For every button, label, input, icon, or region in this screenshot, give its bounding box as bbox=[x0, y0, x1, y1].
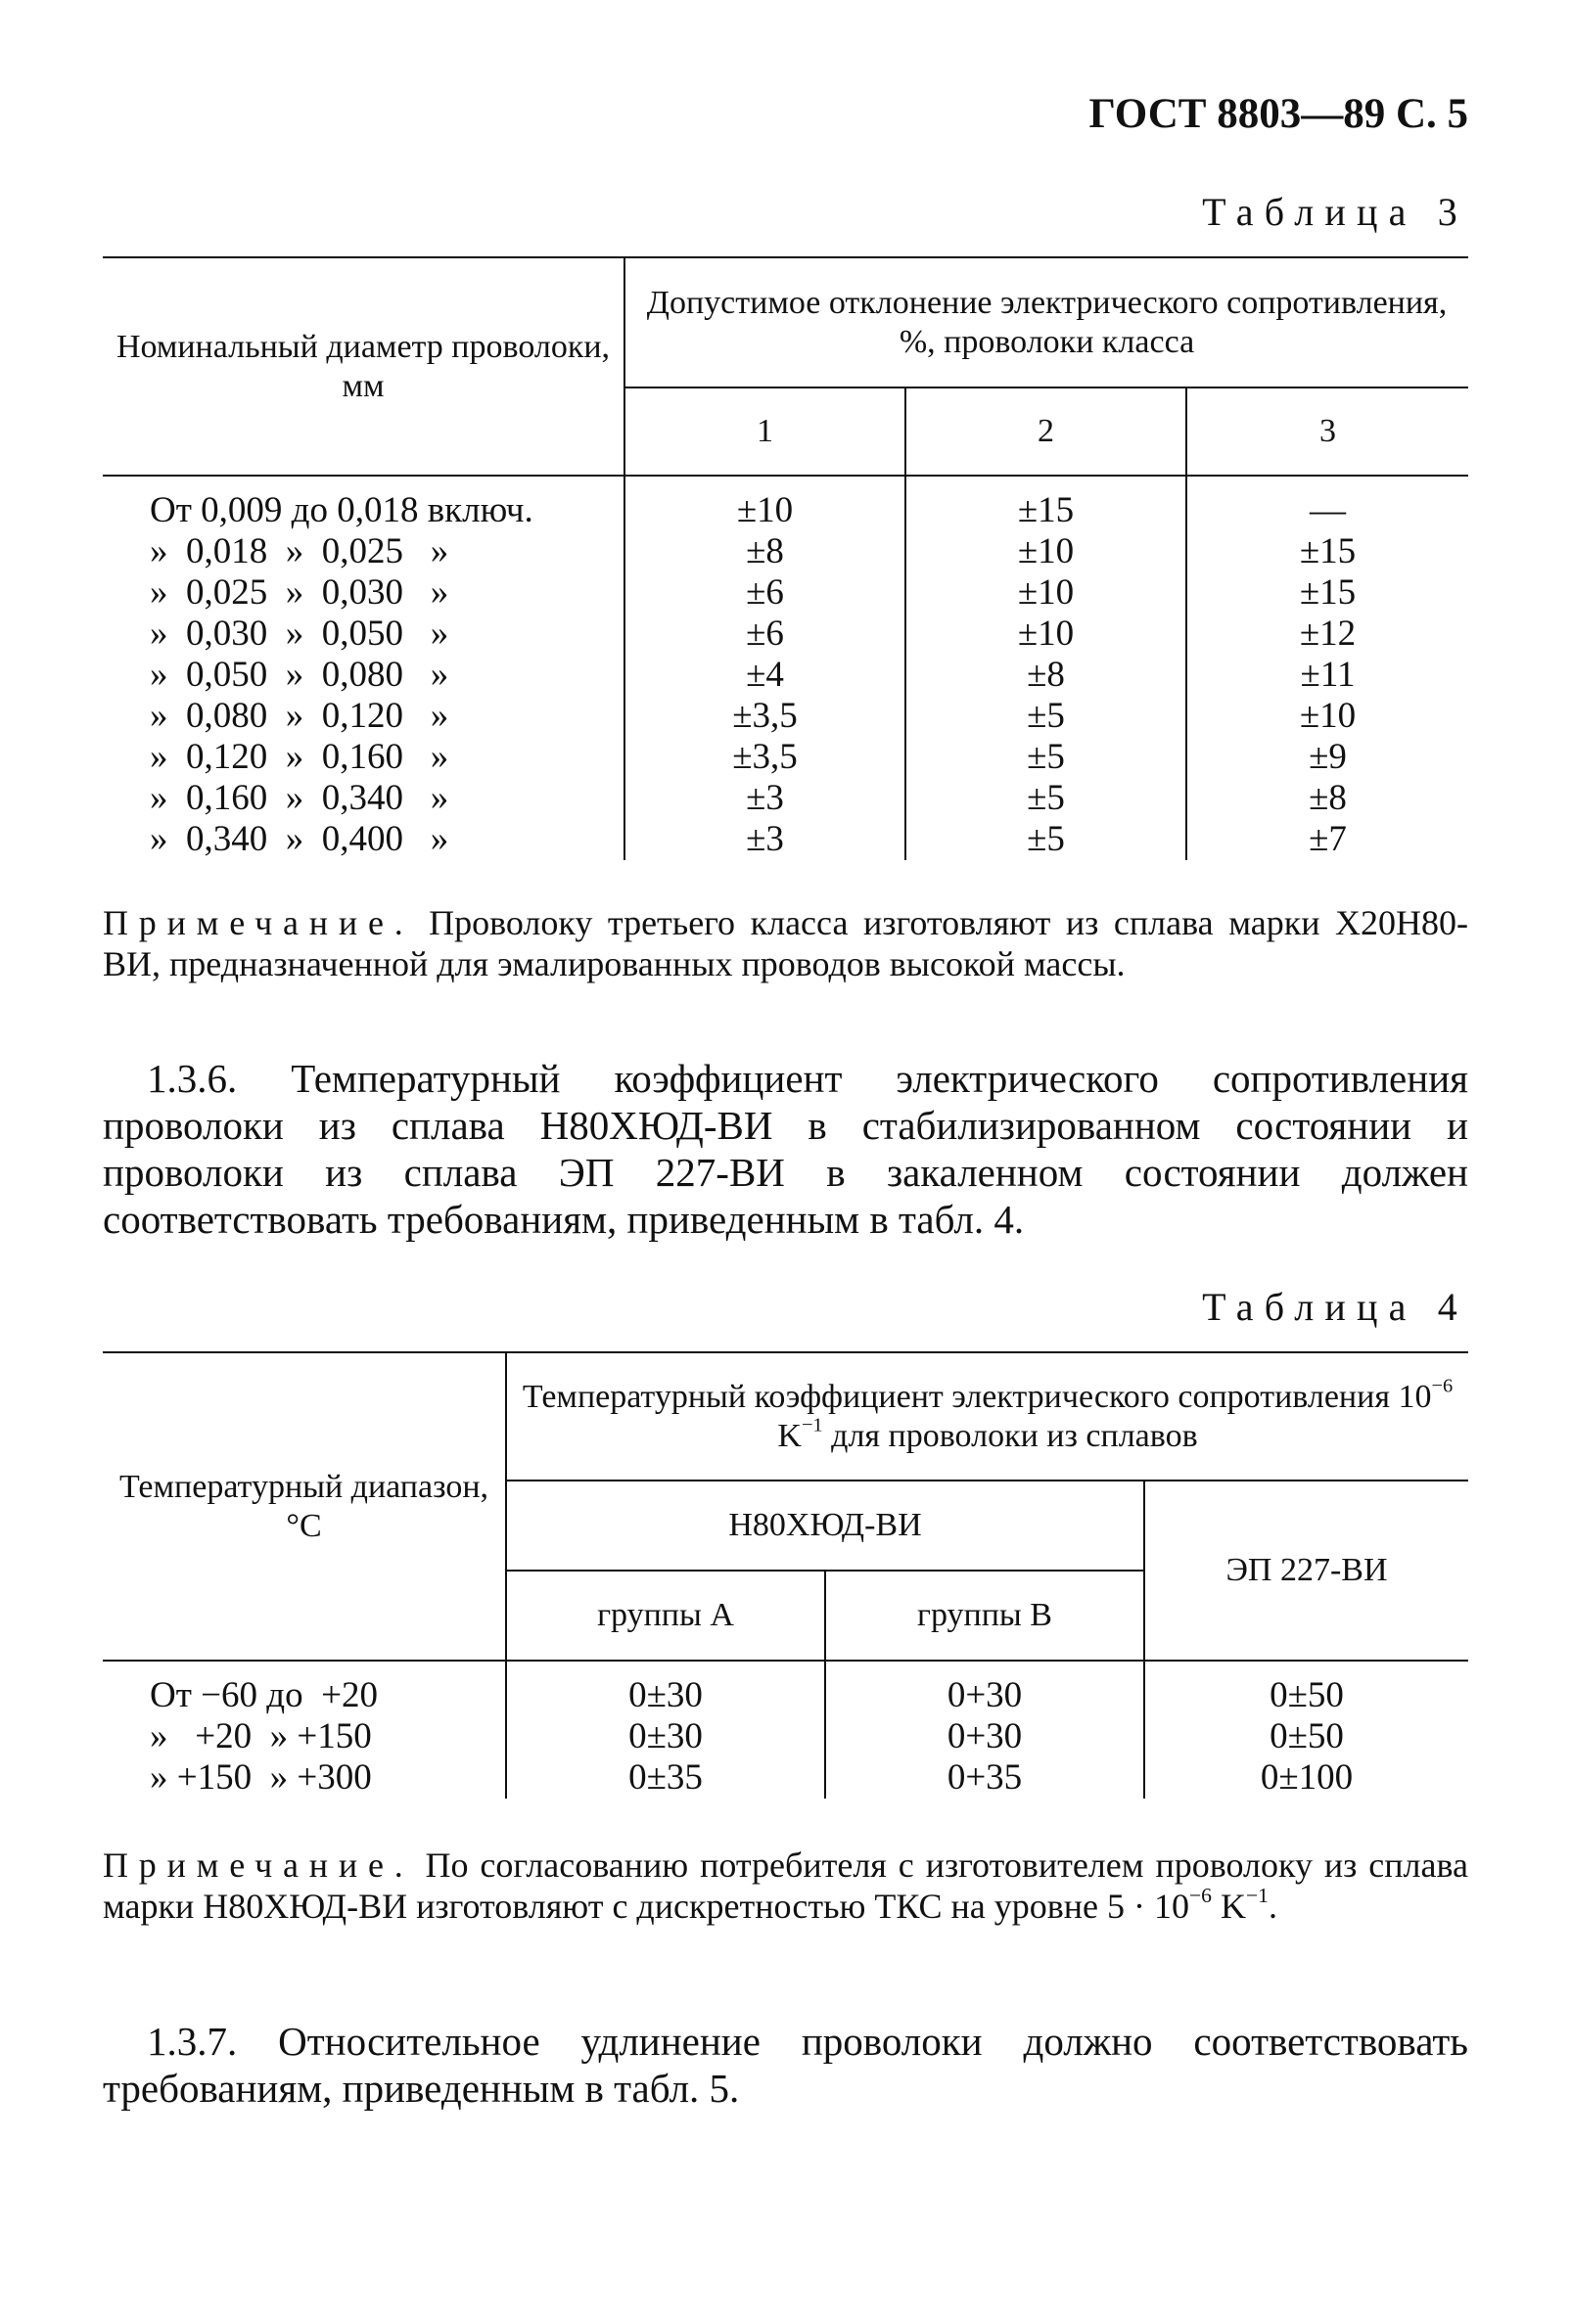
table4-caption: Таблица 4 bbox=[1202, 1285, 1468, 1329]
note-text: . bbox=[1268, 1887, 1277, 1926]
table-cell: ±12 bbox=[1299, 614, 1357, 654]
table-4 bbox=[103, 1351, 1468, 1799]
table-cell: ±10 bbox=[736, 490, 794, 530]
header-text: K bbox=[777, 1417, 802, 1454]
table4-ep227-column bbox=[1144, 1661, 1468, 1799]
table3-caption: Таблица 3 bbox=[1202, 190, 1468, 234]
table-cell: ±10 bbox=[1017, 572, 1075, 613]
table-row-label: » 0,160 » 0,340 » bbox=[150, 778, 449, 818]
table-cell: ±8 bbox=[746, 531, 784, 571]
table-cell: ±3,5 bbox=[732, 696, 798, 736]
table-cell: ±15 bbox=[1299, 531, 1357, 571]
table-row-label: От −60 до +20 bbox=[150, 1675, 378, 1715]
table-cell: 0±100 bbox=[1260, 1757, 1354, 1798]
table4-header-coefficient bbox=[506, 1352, 1468, 1481]
table-row-label: От 0,009 до 0,018 включ. bbox=[150, 490, 533, 530]
table4-group-b-column bbox=[825, 1661, 1144, 1799]
table-3 bbox=[103, 256, 1468, 860]
table-cell: 0+30 bbox=[947, 1716, 1023, 1756]
table-cell: ±15 bbox=[1299, 572, 1357, 613]
table3-header-class-3: 3 bbox=[1186, 387, 1468, 476]
table3-header-deviation: Допустимое отклонение электрического сопротивления, %, проволоки класса bbox=[624, 257, 1468, 387]
table3-class3-column bbox=[1186, 476, 1468, 860]
table-cell: ±5 bbox=[1027, 696, 1065, 736]
exponent: −6 bbox=[1431, 1376, 1454, 1398]
table-cell: ±5 bbox=[1027, 778, 1065, 818]
note-label: Примечание. bbox=[103, 1846, 414, 1885]
header-text: для проволоки из сплавов bbox=[822, 1417, 1198, 1454]
table-row-label: » +150 » +300 bbox=[150, 1757, 372, 1798]
table-cell: ±8 bbox=[1309, 778, 1347, 818]
note-text: K bbox=[1211, 1887, 1246, 1926]
table-cell: ±8 bbox=[1027, 655, 1065, 695]
table-cell: 0±30 bbox=[628, 1675, 703, 1715]
table-cell: ±9 bbox=[1309, 737, 1347, 777]
table-cell: 0±30 bbox=[628, 1716, 703, 1756]
table3-diameter-column bbox=[103, 476, 624, 860]
table-cell: 0±50 bbox=[1270, 1675, 1344, 1715]
table3-header-class-2: 2 bbox=[905, 387, 1186, 476]
note-text: Проволоку третьего класса изготовляют из сплава марки Х20Н80-ВИ, предназначенной для эмалированных проводов высокой массы. bbox=[103, 903, 1469, 983]
table-cell: ±11 bbox=[1300, 655, 1356, 695]
table3-class2-column bbox=[905, 476, 1186, 860]
table4-header-group-a: группы А bbox=[506, 1571, 825, 1661]
table-cell: ±3 bbox=[746, 819, 784, 859]
table-cell: ±10 bbox=[1299, 696, 1357, 736]
table-row-label: » 0,080 » 0,120 » bbox=[150, 696, 449, 736]
table4-header-range: Температурный диапазон, °С bbox=[103, 1352, 506, 1661]
table-row-label: » 0,030 » 0,050 » bbox=[150, 614, 449, 654]
paragraph-1-3-6: 1.3.6. Температурный коэффициент электрического сопротивления проволоки из сплава Н80ХЮД-ВИ в стабилизированном состоянии и проволоки из сплава ЭП 227-ВИ в закаленном состоянии должен соответствовать требованиям, приведенным в табл. 4. bbox=[103, 1056, 1468, 1242]
table-cell: 0+30 bbox=[947, 1675, 1023, 1715]
table-cell: 0+35 bbox=[947, 1757, 1023, 1798]
table-cell: ±10 bbox=[1017, 531, 1075, 571]
table-cell: ±15 bbox=[1017, 490, 1075, 530]
exponent: −1 bbox=[1245, 1883, 1269, 1907]
table-cell: 0±35 bbox=[628, 1757, 703, 1798]
table4-header-alloy-ep227: ЭП 227-ВИ bbox=[1144, 1481, 1468, 1661]
table4-note bbox=[103, 1845, 1468, 1927]
exponent: −6 bbox=[1188, 1883, 1212, 1907]
table-cell: — bbox=[1310, 490, 1346, 530]
table-cell: ±4 bbox=[746, 655, 784, 695]
page-header: ГОСТ 8803—89 С. 5 bbox=[1088, 91, 1468, 137]
table4-header-group-b: группы В bbox=[825, 1571, 1144, 1661]
table-row-label: » 0,340 » 0,400 » bbox=[150, 819, 449, 859]
table-cell: ±5 bbox=[1027, 737, 1065, 777]
table3-class1-column bbox=[624, 476, 905, 860]
table-row-label: » 0,025 » 0,030 » bbox=[150, 572, 449, 613]
exponent: −1 bbox=[801, 1414, 823, 1436]
table4-header-alloy-n80: Н80ХЮД-ВИ bbox=[506, 1481, 1144, 1571]
table-row-label: » 0,120 » 0,160 » bbox=[150, 737, 449, 777]
table-cell: ±7 bbox=[1309, 819, 1347, 859]
table3-header-diameter: Номинальный диаметр проволоки, мм bbox=[103, 257, 624, 476]
table-row-label: » 0,050 » 0,080 » bbox=[150, 655, 449, 695]
table4-group-a-column bbox=[506, 1661, 825, 1799]
table-row-label: » 0,018 » 0,025 » bbox=[150, 531, 449, 571]
note-label: Примечание. bbox=[103, 903, 414, 942]
table-cell: ±6 bbox=[746, 572, 784, 613]
table-row-label: » +20 » +150 bbox=[150, 1716, 372, 1756]
table3-note bbox=[103, 902, 1468, 984]
table4-range-column bbox=[103, 1661, 506, 1799]
table3-header-class-1: 1 bbox=[624, 387, 905, 476]
table-cell: ±5 bbox=[1027, 819, 1065, 859]
table-cell: ±3,5 bbox=[732, 737, 798, 777]
table-cell: ±3 bbox=[746, 778, 784, 818]
paragraph-1-3-7: 1.3.7. Относительное удлинение проволоки должно соответствовать требованиям, приведенным в табл. 5. bbox=[103, 2019, 1468, 2111]
header-text: Температурный коэффициент электрического сопротивления 10 bbox=[522, 1379, 1432, 1416]
table-cell: ±10 bbox=[1017, 614, 1075, 654]
note-text: По согласованию потребителя с изготовителем проволоку из сплава марки Н80ХЮД-ВИ изготовляют с дискретностью ТКС на уровне 5 · 10 bbox=[103, 1846, 1468, 1926]
table-cell: ±6 bbox=[746, 614, 784, 654]
table-cell: 0±50 bbox=[1270, 1716, 1344, 1756]
